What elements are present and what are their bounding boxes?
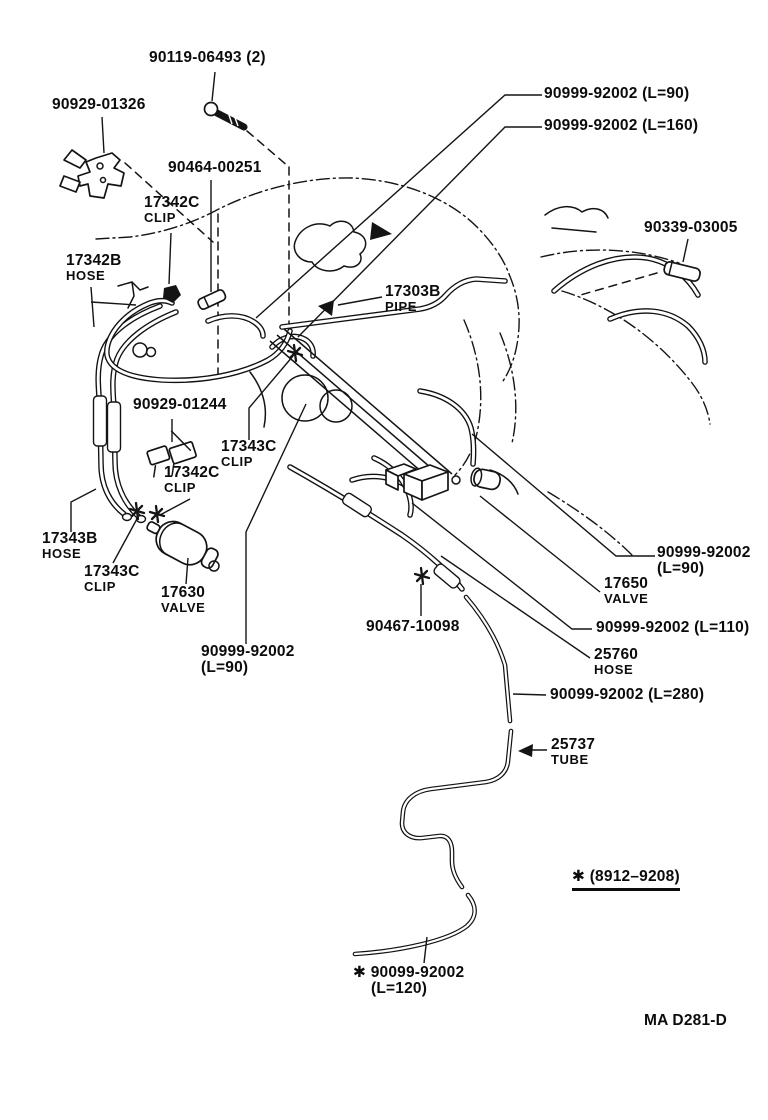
part-label-text: 17650 xyxy=(604,575,649,592)
part-label-text: 90999-92002 xyxy=(201,643,295,660)
part-label-text: 90999-92002 (L=160) xyxy=(544,117,699,134)
part-label-text: HOSE xyxy=(42,546,82,561)
part-label-text: TUBE xyxy=(551,752,589,767)
part-label-text: (L=120) xyxy=(371,980,428,997)
part-label-bracket-90929-01326 xyxy=(52,97,146,113)
part-label-text: 90999-92002 xyxy=(657,544,751,561)
part-label-plug-90339-03005 xyxy=(644,220,738,236)
part-label-tube-25737 xyxy=(551,737,595,767)
part-label-text: 17630 xyxy=(161,584,206,601)
part-label-text: (L=90) xyxy=(201,659,249,676)
part-label-text: 90119-06493 (2) xyxy=(149,49,266,66)
part-label-clip-90464-00251 xyxy=(168,160,262,176)
part-label-hose-17343b xyxy=(42,531,98,561)
part-label-hose-l90-right xyxy=(657,545,751,577)
part-label-text: 90929-01326 xyxy=(52,96,146,113)
part-label-clip-17343c-mid xyxy=(221,439,277,469)
part-label-bolt-90119 xyxy=(149,50,266,66)
part-label-text: 17342C xyxy=(164,464,220,481)
part-label-text: 17303B xyxy=(385,283,441,300)
part-label-clip-90929-01244 xyxy=(133,397,227,413)
part-label-hose-l90-left xyxy=(201,644,295,676)
part-label-hose-25760 xyxy=(594,647,638,677)
part-label-pipe-17303b xyxy=(385,284,441,314)
part-label-valve-17650 xyxy=(604,576,648,606)
part-label-text: CLIP xyxy=(221,454,254,469)
part-label-text: 90099-92002 (L=280) xyxy=(550,686,705,703)
part-label-hose-17342b xyxy=(66,253,122,283)
part-label-text: (L=90) xyxy=(657,560,705,577)
part-label-hose-l110 xyxy=(596,620,749,636)
part-label-text: 17342B xyxy=(66,252,122,269)
part-label-text: 17343C xyxy=(84,563,140,580)
part-label-note-applicability xyxy=(572,869,680,891)
part-label-text: 90929-01244 xyxy=(133,396,227,413)
part-label-text: 25760 xyxy=(594,646,639,663)
part-label-text: 17343C xyxy=(221,438,277,455)
part-label-text: 90339-03005 xyxy=(644,219,738,236)
part-label-hose-l90-top xyxy=(544,86,689,102)
part-label-hose-l120 xyxy=(353,965,464,997)
part-label-text: VALVE xyxy=(604,591,649,606)
part-label-text: 17343B xyxy=(42,530,98,547)
part-label-clip-90467-10098 xyxy=(366,619,460,635)
part-label-text: CLIP xyxy=(164,480,197,495)
part-label-text: MA D281-D xyxy=(644,1012,728,1029)
part-label-clip-17342c-upper xyxy=(144,195,200,225)
part-label-drawing-code xyxy=(644,1013,727,1029)
part-label-text: CLIP xyxy=(84,579,117,594)
part-label-text: HOSE xyxy=(66,268,106,283)
part-label-text: 90467-10098 xyxy=(366,618,460,635)
part-label-clip-17343c-lower xyxy=(84,564,140,594)
part-label-text: 17342C xyxy=(144,194,200,211)
part-label-text: 90999-92002 (L=110) xyxy=(596,619,750,636)
part-label-text: PIPE xyxy=(385,299,418,314)
part-label-text: 25737 xyxy=(551,736,596,753)
part-label-text: ✱ (8912–9208) xyxy=(572,868,680,885)
part-label-hose-l160 xyxy=(544,118,698,134)
part-label-text: 90464-00251 xyxy=(168,159,262,176)
part-label-text: CLIP xyxy=(144,210,177,225)
part-label-clip-17342c-lower xyxy=(164,465,220,495)
part-label-text: 90999-92002 (L=90) xyxy=(544,85,690,102)
part-label-text: HOSE xyxy=(594,662,634,677)
part-label-text: VALVE xyxy=(161,600,206,615)
part-label-text: ✱ 90099-92002 xyxy=(353,964,465,981)
part-label-valve-17630 xyxy=(161,585,205,615)
part-label-tube-l280 xyxy=(550,687,704,703)
